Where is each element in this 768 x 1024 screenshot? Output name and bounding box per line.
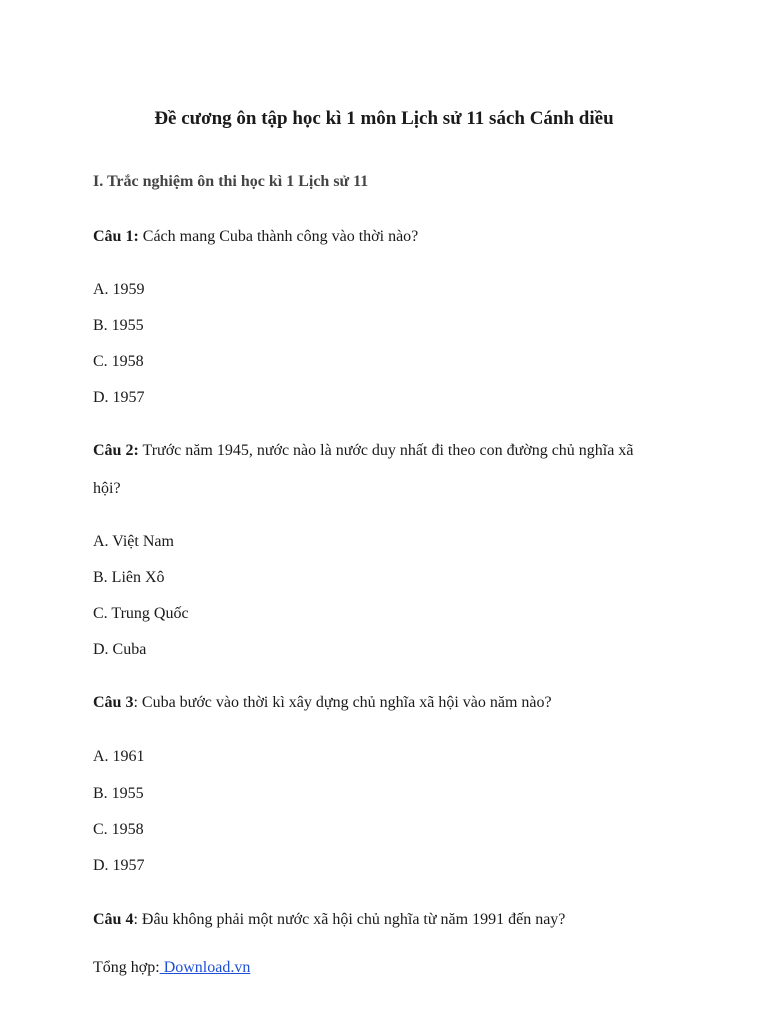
q3-option-a: A. 1961 — [93, 748, 145, 765]
q1-option-a: A. 1959 — [93, 281, 145, 298]
question-text: : Đâu không phải một nước xã hội chủ nghĩa từ năm 1991 đến nay? — [133, 911, 566, 928]
question-text: : Cuba bước vào thời kì xây dựng chủ nghĩa xã hội vào năm nào? — [133, 694, 552, 711]
question-label: Câu 4 — [93, 911, 134, 928]
footer — [93, 959, 250, 977]
q1-option-b: B. 1955 — [93, 317, 144, 334]
question-label: Câu 2: — [93, 442, 139, 459]
question-3 — [93, 694, 552, 712]
question-label: Câu 1: — [93, 228, 139, 245]
q2-option-b: B. Liên Xô — [93, 569, 165, 586]
footer-link[interactable]: Download.vn — [159, 959, 251, 976]
question-2-continued: hội? — [93, 480, 121, 497]
question-4 — [93, 911, 565, 929]
q2-option-d: D. Cuba — [93, 641, 147, 658]
q1-option-d: D. 1957 — [93, 389, 145, 406]
section-heading: I. Trắc nghiệm ôn thi học kì 1 Lịch sử 11 — [93, 173, 369, 190]
q3-option-b: B. 1955 — [93, 785, 144, 802]
question-label: Câu 3 — [93, 694, 134, 711]
document-title: Đề cương ôn tập học kì 1 môn Lịch sử 11 sách Cánh diều — [154, 108, 614, 129]
question-text: Trước năm 1945, nước nào là nước duy nhất đi theo con đường chủ nghĩa xã — [138, 442, 634, 459]
q2-option-c: C. Trung Quốc — [93, 605, 189, 622]
question-2 — [93, 442, 633, 460]
question-text: Cách mang Cuba thành công vào thời nào? — [138, 228, 419, 245]
footer-prefix: Tổng hợp: — [93, 959, 160, 976]
q3-option-d: D. 1957 — [93, 857, 145, 874]
q2-option-a: A. Việt Nam — [93, 533, 174, 550]
question-1 — [93, 228, 418, 246]
q1-option-c: C. 1958 — [93, 353, 144, 370]
q3-option-c: C. 1958 — [93, 821, 144, 838]
